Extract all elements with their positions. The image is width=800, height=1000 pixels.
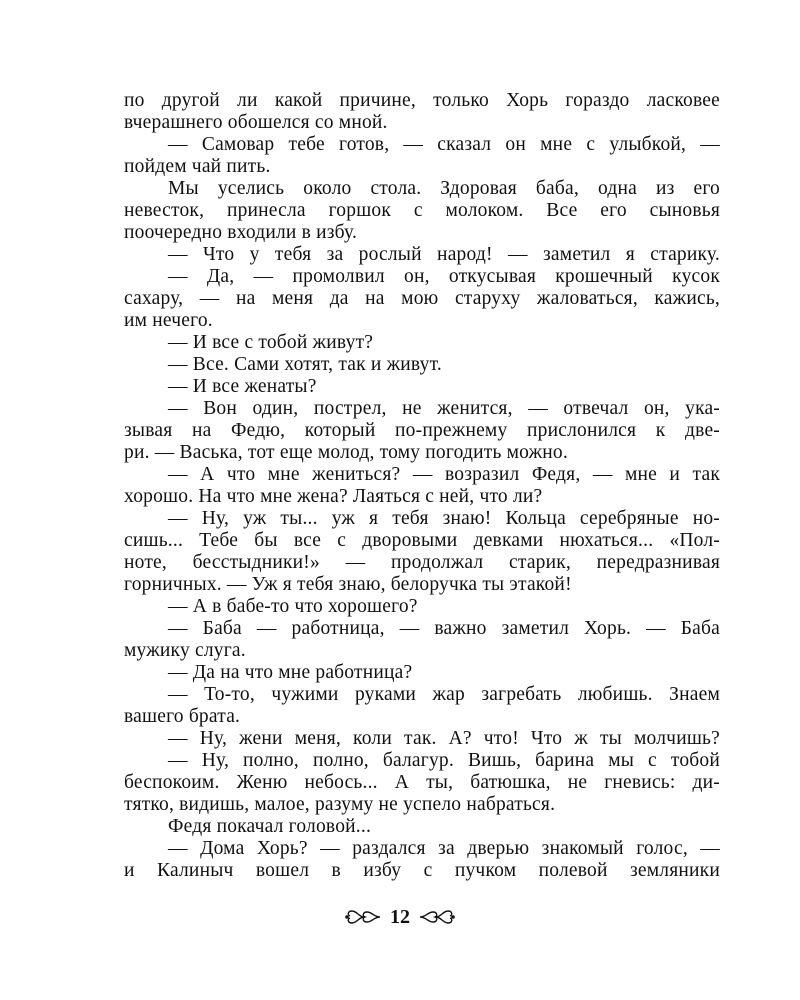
text-line: хорошо. На что мне жена? Лаяться с ней, что ли?: [124, 486, 543, 507]
text-line: — А в бабе-то что хорошего?: [168, 596, 418, 617]
text-line: — Ну, полно, полно, балагур. Вишь, барина мы с тобой: [168, 750, 720, 771]
text-line: вашего брата.: [124, 706, 241, 727]
text-line: — То-то, чужими руками жар загребать любишь. Знаем: [168, 684, 720, 705]
text-line: вчерашнего обошелся со мной.: [124, 112, 388, 133]
text-line: зывая на Федю, который по-прежнему прислонился к две-: [124, 420, 720, 441]
text-line: горничных. — Уж я тебя знаю, белоручка ты этакой!: [124, 574, 572, 595]
text-line: ри. — Васька, тот еще молод, тому погодить можно.: [124, 442, 568, 463]
text-line: — Самовар тебе готов, — сказал он мне с улыбкой, —: [168, 134, 720, 155]
text-line: — И все женаты?: [168, 376, 317, 397]
page-number: 12: [390, 905, 410, 928]
text-line: — Ну, жени меня, коли так. А? что! Что ж ты молчишь?: [168, 728, 720, 749]
text-line: пойдем чай пить.: [124, 156, 271, 177]
text-line: мужику слуга.: [124, 640, 246, 661]
text-line: Федя покачал головой...: [168, 816, 372, 837]
text-line: — И все с тобой живут?: [168, 332, 374, 353]
page-footer: [0, 902, 800, 932]
text-line: ноте, бесстыдники!» — продолжал старик, передразнивая: [124, 552, 720, 573]
text-line: беспокоим. Женю небось... А ты, батюшка, не гневись: ди-: [124, 772, 720, 793]
text-line: сахару, — на меня да на мою старуху жаловаться, кажись,: [124, 288, 720, 309]
floral-ornament-right-icon: [418, 908, 456, 926]
text-line: — Баба — работница, — важно заметил Хорь. — Баба: [168, 618, 720, 639]
text-line: сишь... Тебе бы все с дворовыми девками нюхаться... «Пол-: [124, 530, 720, 551]
text-line: и Калиныч вошел в избу с пучком полевой земляники: [124, 860, 720, 881]
text-line: поочередно входили в избу.: [124, 222, 358, 243]
text-line: тятко, видишь, малое, разуму не успело набраться.: [124, 794, 556, 815]
text-line: им нечего.: [124, 310, 213, 331]
text-line: — Дома Хорь? — раздался за дверью знакомый голос, —: [168, 838, 720, 859]
text-line: — Вон один, пострел, не женится, — отвечал он, ука-: [168, 398, 720, 419]
text-line: — Да, — промолвил он, откусывая крошечный кусок: [168, 266, 720, 287]
body-text: [124, 90, 720, 882]
text-line: — Ну, уж ты... уж я тебя знаю! Кольца серебряные но-: [168, 508, 720, 529]
text-line: по другой ли какой причине, только Хорь гораздо ласковее: [124, 90, 720, 111]
floral-ornament-left-icon: [344, 908, 382, 926]
text-line: — Да на что мне работница?: [168, 662, 413, 683]
text-line: невесток, принесла горшок с молоком. Все его сыновья: [124, 200, 720, 221]
text-line: — Все. Сами хотят, так и живут.: [168, 354, 442, 375]
text-line: Мы уселись около стола. Здоровая баба, одна из его: [168, 178, 720, 199]
text-line: — А что мне жениться? — возразил Федя, — мне и так: [168, 464, 720, 485]
text-line: — Что у тебя за рослый народ! — заметил я старику.: [168, 244, 720, 265]
